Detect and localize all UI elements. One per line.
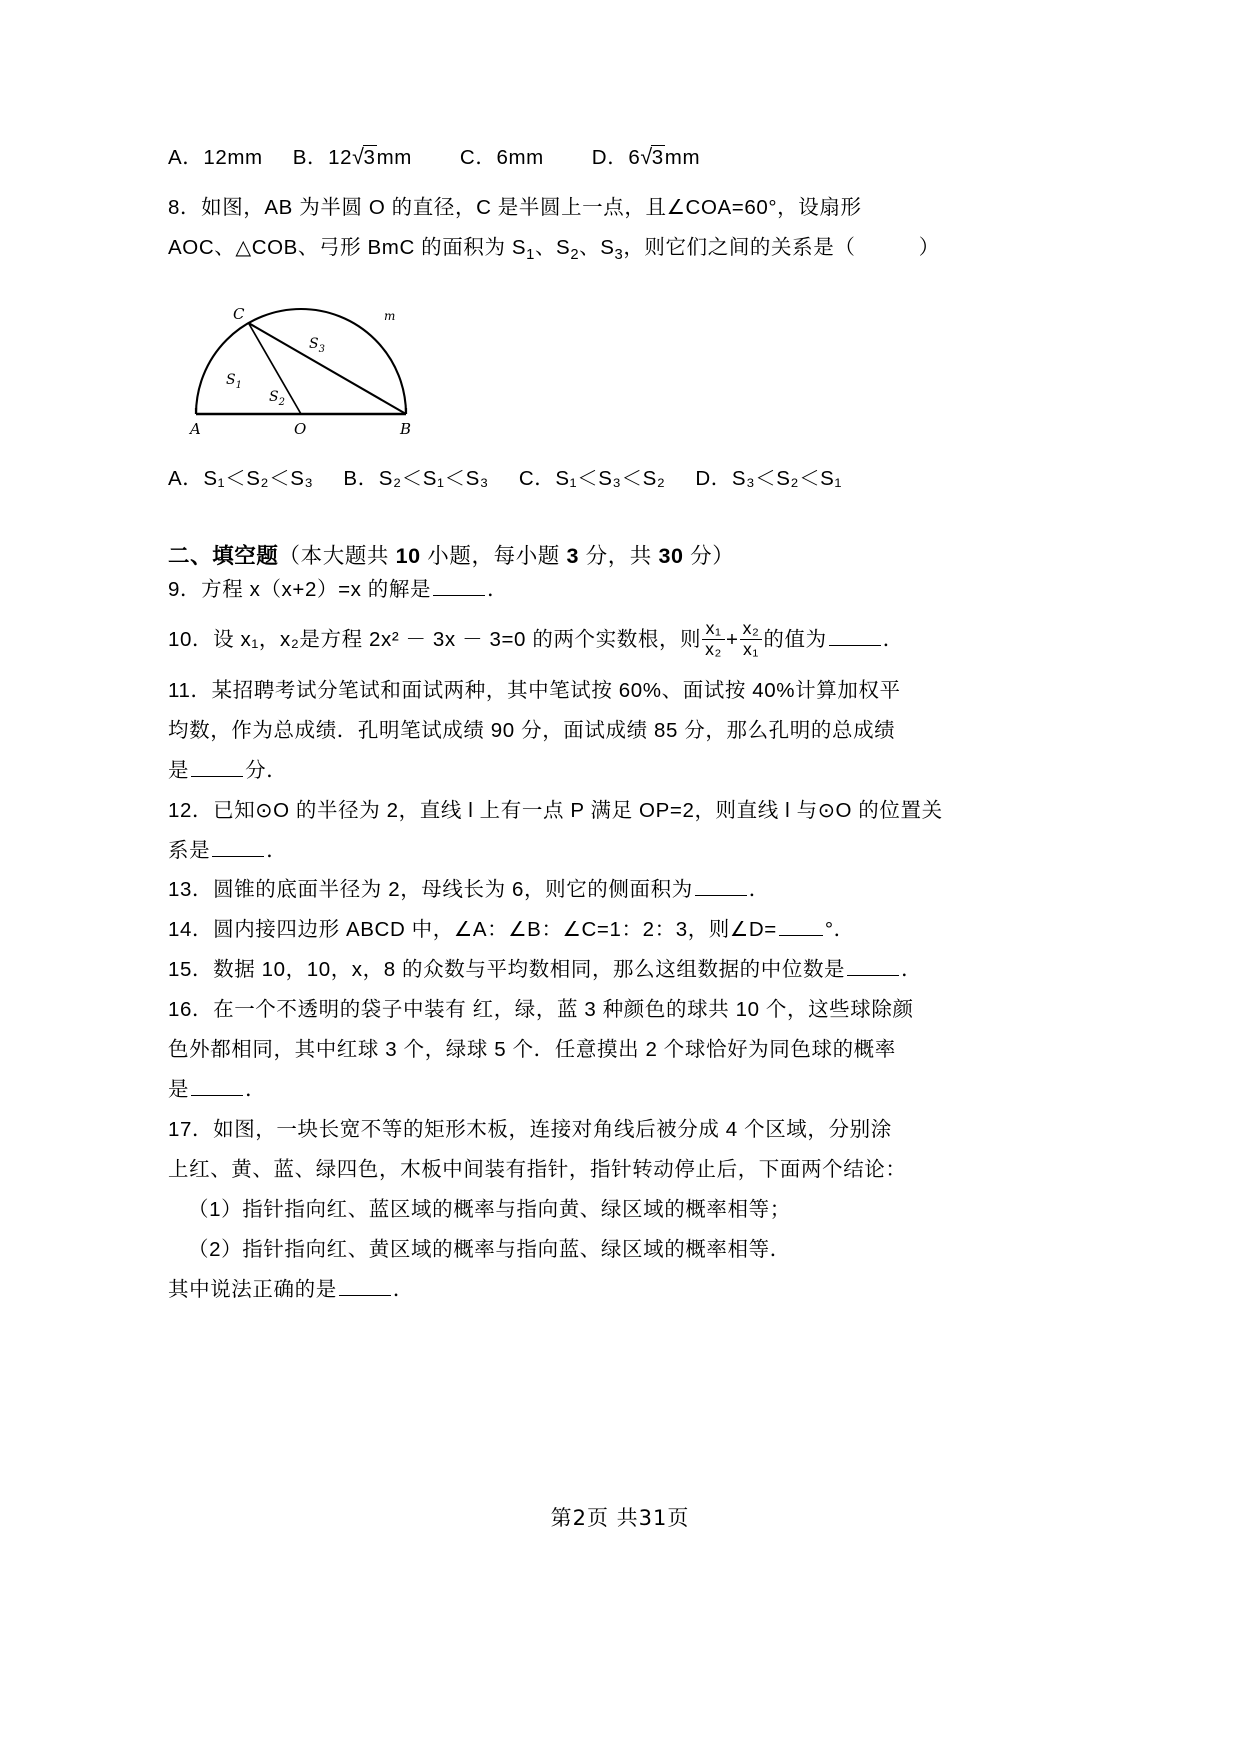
q16-line-2: 色外都相同，其中红球 3 个，绿球 5 个．任意摸出 2 个球恰好为同色球的概率 <box>168 1038 896 1062</box>
q12-line-2-before: 系是 <box>168 838 211 862</box>
q8-option-c-value: S₁＜S₃＜S₂ <box>555 466 666 490</box>
q12-line-2 <box>168 831 968 871</box>
q13 <box>168 870 968 910</box>
fraction-x2-over-x1 <box>740 619 763 659</box>
label-s1: $S_1$ <box>226 371 242 391</box>
q7-option-c-value: 6mm <box>496 146 544 169</box>
q15 <box>168 950 968 990</box>
q10-part-2: 的值为 <box>763 627 827 651</box>
section-2-per: 3 <box>566 543 580 568</box>
q8-option-c-label: C． <box>518 466 556 490</box>
q16-line-3 <box>168 1070 968 1110</box>
label-o: O <box>294 419 307 436</box>
label-s3: $S_3$ <box>309 335 325 355</box>
section-2-paren-1: （本大题共 <box>278 543 396 568</box>
q10 <box>168 620 968 661</box>
q8-option-d-label: D． <box>695 466 732 490</box>
section-2-heading <box>168 539 968 570</box>
q9-text-after: ． <box>487 577 509 601</box>
q8-option-a-value: S₁＜S₂＜S₃ <box>203 466 314 490</box>
q7-option-b-radicand: 3 <box>363 146 376 169</box>
label-a: A <box>190 419 201 436</box>
q7-option-b-prefix: 12 <box>328 146 353 169</box>
q7-option-a-label: A． <box>168 146 204 169</box>
q16-line-3-before: 是 <box>168 1078 190 1102</box>
q8-line-2 <box>168 228 968 270</box>
q8-s2-sub: 2 <box>570 247 580 264</box>
q17 <box>168 1110 968 1310</box>
q8-sep-2: 、S <box>579 235 615 259</box>
label-c: C <box>233 304 245 323</box>
q12 <box>168 791 968 871</box>
q11-answer-blank <box>191 756 243 776</box>
label-m: m <box>384 308 396 323</box>
q15-text-after: ． <box>901 958 923 982</box>
q7-option-a-value: 12mm <box>203 146 263 169</box>
q14-text-after: °． <box>824 918 855 942</box>
q9 <box>168 570 968 610</box>
radical-sign: √3 <box>352 145 376 169</box>
q7-option-c-label: C． <box>459 146 497 169</box>
q15-answer-blank <box>847 956 899 976</box>
q17-answer-blank <box>339 1276 391 1296</box>
q14-answer-blank <box>779 916 823 936</box>
q17-line-3: （1）指针指向红、蓝区域的概率与指向黄、绿区域的概率相等； <box>188 1198 791 1222</box>
q13-text-before: 13．圆锥的底面半径为 2，母线长为 6，则它的侧面积为 <box>168 878 693 902</box>
q11-line-1: 11．某招聘考试分笔试和面试两种，其中笔试按 60%、面试按 40%计算加权平 <box>168 678 901 702</box>
q17-line-5-before: 其中说法正确的是 <box>168 1278 337 1302</box>
q9-text-before: 9．方程 x（x+2）=x 的解是 <box>168 577 432 601</box>
fraction-x1-over-x2 <box>702 619 725 659</box>
q11-line-3-before: 是 <box>168 758 190 782</box>
q7-option-d-suffix: mm <box>664 146 701 169</box>
q16-line-3-after: ． <box>245 1078 267 1102</box>
q10-plus-sign: + <box>726 627 739 651</box>
q7-option-b-label: B． <box>292 146 329 169</box>
section-2-title: 二、填空题 <box>168 543 279 568</box>
q14 <box>168 910 968 950</box>
q11-line-2: 均数，作为总成绩．孔明笔试成绩 90 分，面试成绩 85 分，那么孔明的总成绩 <box>168 718 896 742</box>
q11 <box>168 671 968 791</box>
q8-s3-sub: 3 <box>614 247 624 264</box>
q12-answer-blank <box>212 836 264 856</box>
q8-options-row <box>168 461 968 491</box>
q16-answer-blank <box>191 1076 243 1096</box>
label-b: B <box>400 419 412 436</box>
q11-line-3-after: 分． <box>245 758 288 782</box>
fraction-numerator: x₂ <box>742 618 760 639</box>
q10-answer-blank <box>829 625 881 645</box>
q12-line-2-after: ． <box>266 838 288 862</box>
q17-line-5-after: ． <box>392 1278 414 1302</box>
q7-option-d-radicand: 3 <box>651 146 664 169</box>
q10-part-3: ． <box>882 627 904 651</box>
fraction-denominator: x₁ <box>740 639 763 660</box>
q8-option-d-value: S₃＜S₂＜S₁ <box>731 466 842 490</box>
q8-line-2-part1: AOC、△COB、弓形 BmC 的面积为 S <box>168 235 527 259</box>
section-2-paren-4: 分） <box>683 543 735 568</box>
q10-part-1: 10．设 x₁，x₂是方程 2x² － 3x － 3=0 的两个实数根，则 <box>168 627 702 651</box>
q15-text-before: 15．数据 10，10，x，8 的众数与平均数相同，那么这组数据的中位数是 <box>168 958 846 982</box>
q8-figure <box>176 286 968 441</box>
q17-line-2: 上红、黄、蓝、绿四色，木板中间装有指针，指针转动停止后，下面两个结论： <box>168 1158 907 1182</box>
semicircle-arc <box>196 309 406 414</box>
fraction-numerator: x₁ <box>705 618 722 639</box>
q7-option-d-prefix: 6 <box>628 146 641 169</box>
section-2-count: 10 <box>395 543 421 568</box>
q16 <box>168 990 968 1110</box>
q17-line-4: （2）指针指向红、黄区域的概率与指向蓝、绿区域的概率相等． <box>188 1238 791 1262</box>
label-s2: $S_2$ <box>269 388 285 408</box>
q14-text-before: 14．圆内接四边形 ABCD 中，∠A：∠B：∠C=1：2：3，则∠D= <box>168 918 777 942</box>
q16-line-1: 16．在一个不透明的袋子中装有 红，绿，蓝 3 种颜色的球共 10 个，这些球除颜 <box>168 998 914 1022</box>
q8-option-b-value: S₂＜S₁＜S₃ <box>378 466 489 490</box>
section-2-paren-3: 分，共 <box>579 543 659 568</box>
radical-sign: √3 <box>640 145 664 169</box>
q7-options-row <box>168 140 968 170</box>
q17-line-5 <box>168 1270 968 1310</box>
q7-option-d-label: D． <box>591 146 629 169</box>
q8-line-1: 8．如图，AB 为半圆 O 的直径，C 是半圆上一点，且∠COA=60°，设扇形 <box>168 196 862 219</box>
section-2-paren-2: 小题，每小题 <box>420 543 567 568</box>
q13-text-after: ． <box>748 878 770 902</box>
q13-answer-blank <box>695 876 747 896</box>
q7-option-b-suffix: mm <box>376 146 412 169</box>
fraction-denominator: x₂ <box>702 639 725 660</box>
q12-line-1: 12．已知⊙O 的半径为 2，直线 l 上有一点 P 满足 OP=2，则直线 l 与⊙O 的位置关 <box>168 798 943 822</box>
q8-s1-sub: 1 <box>526 247 535 264</box>
semicircle-diagram <box>176 286 426 436</box>
page-content <box>168 140 968 1310</box>
q17-line-1: 17．如图，一块长宽不等的矩形木板，连接对角线后被分成 4 个区域，分别涂 <box>168 1118 892 1142</box>
section-2-total: 30 <box>658 543 684 568</box>
q8-option-b-label: B． <box>343 466 379 490</box>
q9-answer-blank <box>433 575 485 595</box>
q8-option-a-label: A． <box>168 466 204 490</box>
q8-sep-1: 、S <box>534 235 571 259</box>
page-footer: 第2页 共31页 <box>550 1506 690 1530</box>
q11-line-3 <box>168 751 968 791</box>
q8-line-2-part2: ，则它们之间的关系是（ ） <box>623 235 940 259</box>
